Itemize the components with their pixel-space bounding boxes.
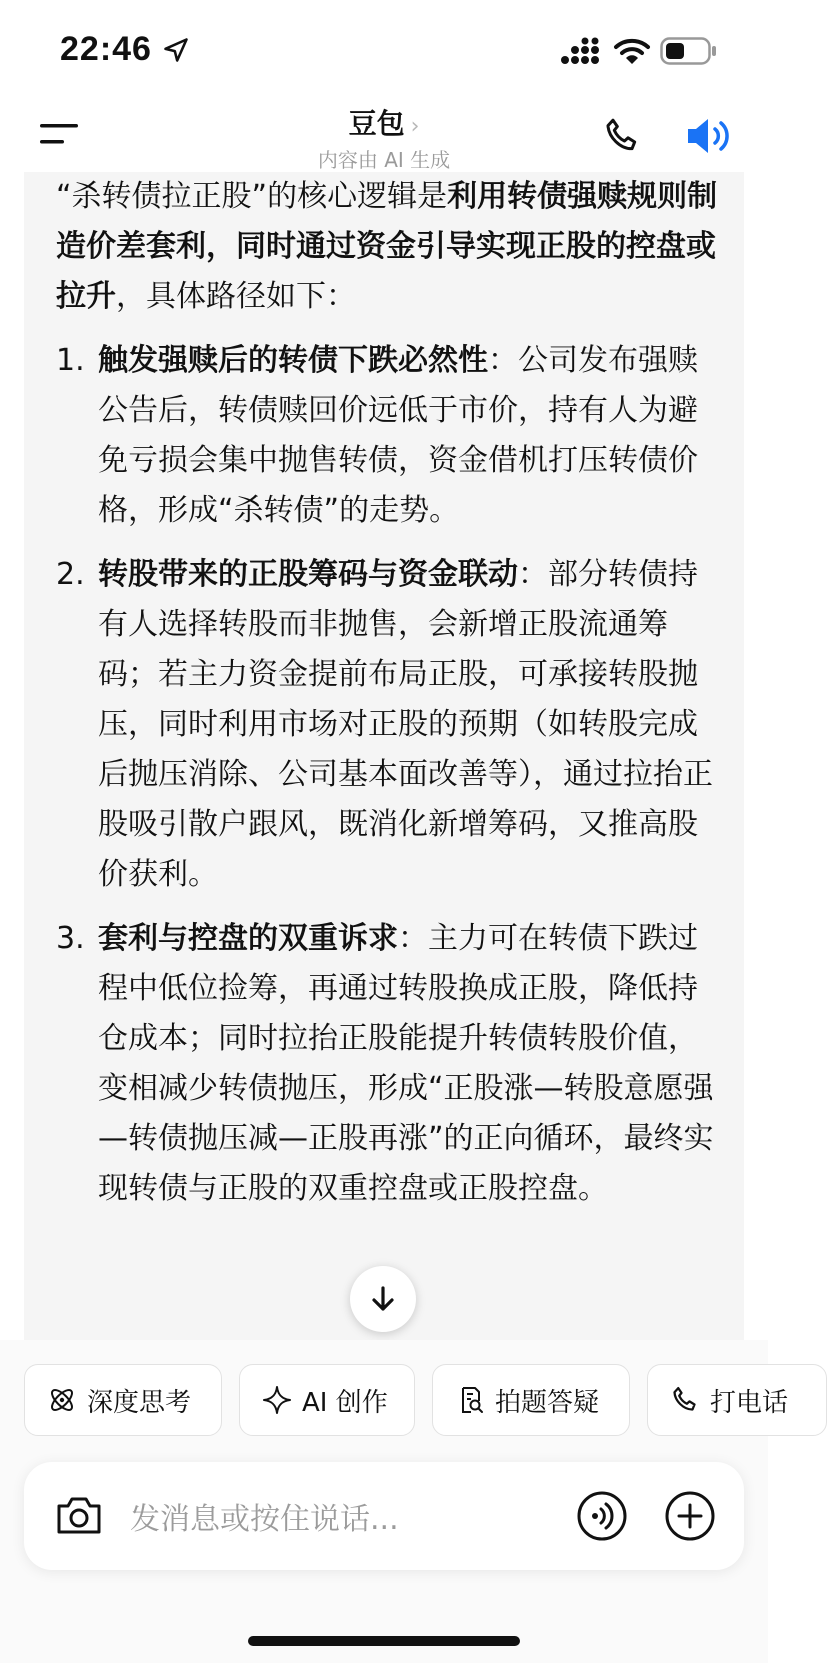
chip-photo-question[interactable]: 拍题答疑 bbox=[432, 1364, 630, 1436]
quick-actions-bar bbox=[0, 1340, 789, 1452]
message-input[interactable]: 发消息或按住说话... bbox=[130, 1502, 399, 1537]
message-input-bar bbox=[24, 1462, 744, 1570]
home-indicator[interactable] bbox=[248, 1636, 520, 1646]
speaker-icon[interactable] bbox=[684, 114, 734, 158]
intro-highlight: 利用转债强赎规则制造价差套利，同时通过资金引导实现正股的控盘或拉升 bbox=[56, 179, 718, 314]
phone-icon bbox=[670, 1385, 700, 1415]
chip-phone-call[interactable]: 打电话 bbox=[647, 1364, 827, 1436]
response-text bbox=[56, 172, 726, 1228]
ai-disclaimer: 内容由 AI 生成 bbox=[317, 148, 451, 172]
list-item: 1. 触发强赎后的转债下跌必然性：公司发布强赎公告后，转债赎回价远低于市价，持有人为避免亏损会集中抛售转债，资金借机打压转债价格，形成“杀转债”的走势。 bbox=[56, 343, 698, 528]
scroll-down-button[interactable] bbox=[350, 1266, 416, 1332]
status-bar bbox=[0, 0, 768, 100]
status-time: 22:46 bbox=[60, 30, 152, 68]
atom-icon bbox=[47, 1385, 77, 1415]
chat-title[interactable] bbox=[0, 102, 768, 142]
list-item: 3. 套利与控盘的双重诉求：主力可在转债下跌过程中低位捡筹，再通过转股换成正股，降低持仓成本；同时拉抬正股能提升转债转股价值，变相减少转债抛压，形成“正股涨—转股意愿强—转债抛压减—正股再涨”的正向循环，最终实现转债与正股的双重控盘或正股控盘。 bbox=[56, 921, 714, 1206]
voice-input-icon[interactable] bbox=[576, 1490, 628, 1542]
arrow-down-icon bbox=[368, 1284, 398, 1314]
ai-response-bubble bbox=[24, 172, 744, 1340]
chip-ai-creation[interactable]: AI 创作 bbox=[239, 1364, 415, 1436]
battery-icon bbox=[660, 36, 718, 66]
chat-header bbox=[0, 100, 768, 172]
document-search-icon bbox=[455, 1385, 485, 1415]
add-icon[interactable] bbox=[664, 1490, 716, 1542]
location-arrow-icon bbox=[162, 36, 190, 64]
chip-deep-thinking[interactable]: 深度思考 bbox=[24, 1364, 222, 1436]
bot-name: 豆包 bbox=[348, 107, 405, 140]
list-item: 2. 转股带来的正股筹码与资金联动：部分转债持有人选择转股而非抛售，会新增正股流通筹码；若主力资金提前布局正股，可承接转股抛压，同时利用市场对正股的预期（如转股完成后抛压消除、公司基本面改善等），通过拉抬正股吸引散户跟风，既消化新增筹码，又推高股价获利。 bbox=[56, 557, 713, 892]
response-list bbox=[56, 336, 726, 1214]
wifi-icon bbox=[614, 36, 650, 66]
sparkle-icon bbox=[262, 1385, 292, 1415]
response-intro: “杀转债拉正股”的核心逻辑是利用转债强赎规则制造价差套利，同时通过资金引导实现正股的控盘或拉升，具体路径如下： bbox=[56, 179, 718, 314]
camera-icon[interactable] bbox=[54, 1492, 104, 1538]
cellular-signal-icon bbox=[560, 38, 604, 66]
phone-call-icon[interactable] bbox=[602, 116, 642, 156]
chevron-right-icon: › bbox=[410, 114, 420, 139]
